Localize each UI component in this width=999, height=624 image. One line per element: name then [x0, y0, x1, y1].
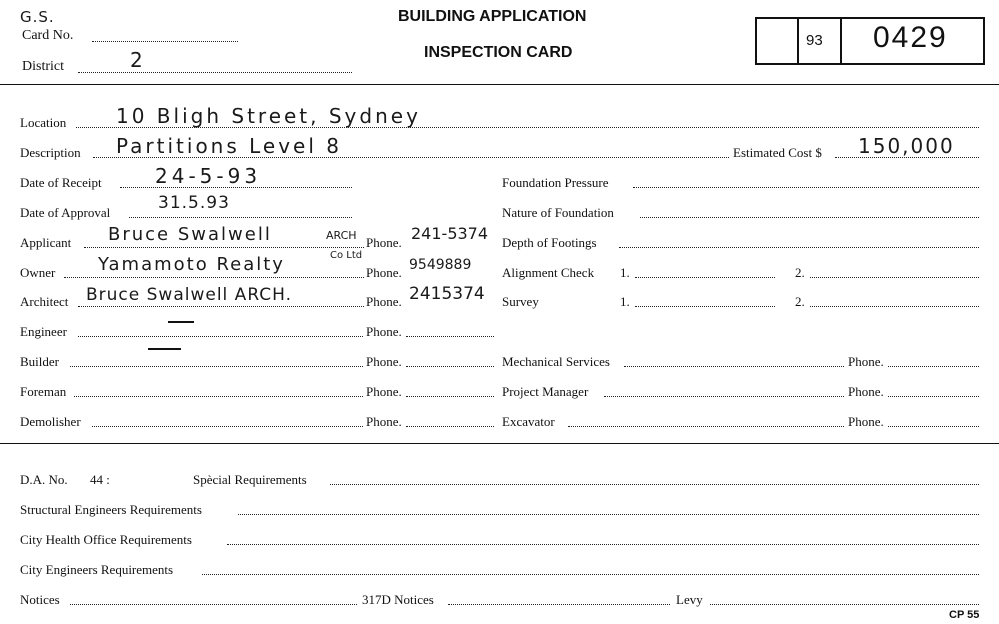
levy-dots [710, 604, 979, 605]
owner-dots [64, 277, 364, 278]
architect-phone-label: Phone. [366, 294, 402, 309]
demolisher-phone-dots [406, 426, 494, 427]
description-label: Description [20, 145, 81, 160]
initials-handwritten: G.S. [20, 8, 55, 26]
owner-suffix: Co Ltd [330, 250, 363, 261]
special-requirements-label: Spècial Requirements [193, 472, 307, 487]
notices-317d-dots [448, 604, 670, 605]
card-no-dots [92, 41, 238, 42]
architect-value: Bruce Swalwell ARCH. [86, 285, 293, 305]
structural-requirements-dots [238, 514, 979, 515]
demolisher-dots [92, 426, 363, 427]
excavator-label: Excavator [502, 414, 555, 429]
demolisher-label: Demolisher [20, 414, 81, 429]
builder-label: Builder [20, 354, 59, 369]
owner-phone-label: Phone. [366, 265, 402, 280]
nature-foundation-label: Nature of Foundation [502, 205, 614, 220]
alignment-item-2: 2. [795, 265, 805, 280]
nature-foundation-dots [640, 217, 979, 218]
owner-value: Yamamoto Realty [98, 254, 285, 275]
alignment-item-1: 1. [620, 265, 630, 280]
notices-label: Notices [20, 592, 60, 607]
card-number: 0429 [873, 21, 948, 54]
applicant-phone: 241-5374 [411, 224, 489, 243]
approval-value: 31.5.93 [158, 193, 230, 213]
alignment-item-2-dots [810, 277, 979, 278]
applicant-label: Applicant [20, 235, 72, 250]
engineer-phone-label: Phone. [366, 324, 402, 339]
form-title-line1: BUILDING APPLICATION [398, 8, 587, 25]
health-requirements-label: City Health Office Requirements [20, 532, 192, 547]
survey-item-1-dots [635, 306, 775, 307]
applicant-value: Bruce Swalwell [108, 224, 272, 245]
mechanical-phone-dots [888, 366, 979, 367]
levy-label: Levy [676, 592, 703, 607]
depth-footings-dots [619, 247, 979, 248]
architect-dots [78, 306, 364, 307]
district-label: District [22, 59, 64, 74]
engineer-phone-dots [406, 336, 494, 337]
mechanical-label: Mechanical Services [502, 354, 610, 369]
excavator-phone-label: Phone. [848, 414, 884, 429]
location-value: 10 Bligh Street, Sydney [116, 104, 421, 128]
structural-requirements-label: Structural Engineers Requirements [20, 502, 202, 517]
engineer-dots [78, 336, 363, 337]
form-code: CP 55 [949, 609, 980, 621]
applicant-suffix: ARCH [326, 229, 357, 242]
estimated-cost-label: Estimated Cost $ [733, 145, 822, 160]
foreman-label: Foreman [20, 384, 67, 399]
project-manager-dots [604, 396, 844, 397]
location-label: Location [20, 115, 67, 130]
survey-item-1: 1. [620, 294, 630, 309]
notices-317d-label: 317D Notices [362, 592, 434, 607]
owner-phone: 9549889 [409, 257, 472, 273]
mechanical-phone-label: Phone. [848, 354, 884, 369]
applicant-dots [84, 247, 364, 248]
foreman-dots [74, 396, 363, 397]
excavator-phone-dots [888, 426, 979, 427]
survey-label: Survey [502, 294, 539, 309]
engineer-label: Engineer [20, 324, 67, 339]
foreman-phone-dots [406, 396, 494, 397]
project-manager-phone-dots [888, 396, 979, 397]
project-manager-label: Project Manager [502, 384, 589, 399]
foundation-pressure-label: Foundation Pressure [502, 175, 609, 190]
receipt-label: Date of Receipt [20, 175, 102, 190]
year-code: 93 [806, 32, 823, 49]
project-manager-phone-label: Phone. [848, 384, 884, 399]
foreman-phone-label: Phone. [366, 384, 402, 399]
health-requirements-dots [227, 544, 979, 545]
demolisher-phone-label: Phone. [366, 414, 402, 429]
builder-dots [70, 366, 363, 367]
description-value: Partitions Level 8 [116, 134, 343, 158]
form-title-line2: INSPECTION CARD [424, 44, 573, 61]
header-rule [0, 84, 999, 85]
receipt-value: 24-5-93 [155, 164, 262, 188]
builder-phone-label: Phone. [366, 354, 402, 369]
engineer-dash-mark [168, 321, 194, 323]
special-requirements-dots [330, 484, 979, 485]
applicant-phone-label: Phone. [366, 235, 402, 250]
owner-label: Owner [20, 265, 56, 280]
da-label: D.A. No. [20, 472, 68, 487]
builder-phone-dots [406, 366, 494, 367]
card-box-divider-1 [797, 17, 799, 65]
estimated-cost-value: 150,000 [858, 134, 955, 158]
alignment-item-1-dots [635, 277, 775, 278]
approval-label: Date of Approval [20, 205, 111, 220]
architect-label: Architect [20, 294, 69, 309]
mechanical-dots [624, 366, 844, 367]
survey-item-2-dots [810, 306, 979, 307]
builder-dash-mark [148, 348, 181, 350]
card-no-label: Card No. [22, 28, 74, 43]
notices-dots [70, 604, 357, 605]
section-rule [0, 443, 999, 444]
card-number-box [755, 17, 985, 65]
district-dots [78, 72, 352, 73]
city-engineers-label: City Engineers Requirements [20, 562, 174, 577]
excavator-dots [568, 426, 844, 427]
approval-dots [129, 217, 352, 218]
card-box-divider-2 [840, 17, 842, 65]
da-value: 44 : [90, 472, 110, 487]
survey-item-2: 2. [795, 294, 805, 309]
city-engineers-dots [202, 574, 979, 575]
architect-phone: 2415374 [409, 284, 485, 304]
depth-footings-label: Depth of Footings [502, 235, 597, 250]
district-value: 2 [130, 48, 145, 72]
foundation-pressure-dots [633, 187, 979, 188]
alignment-check-label: Alignment Check [502, 265, 595, 280]
